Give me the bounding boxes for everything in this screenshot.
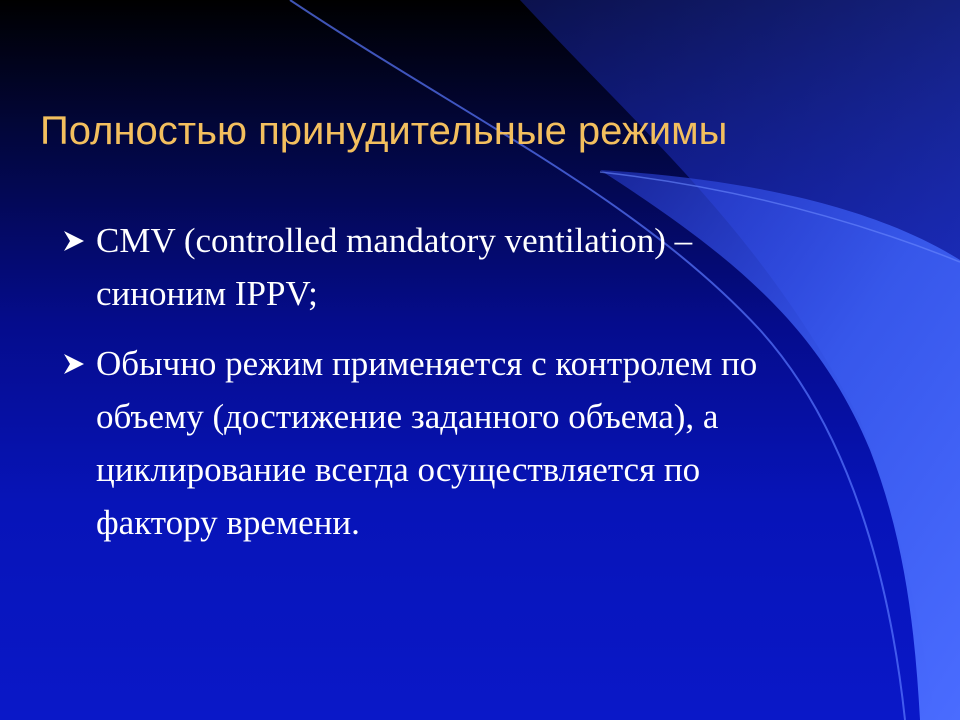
bullet-line: циклирование всегда осуществляется по — [96, 450, 701, 489]
bullet-line: Обычно режим применяется с контролем по — [96, 344, 758, 383]
bullet-line: фактору времени. — [96, 503, 360, 542]
bullet-list — [62, 214, 922, 566]
slide-title: Полностью принудительные режимы — [40, 109, 728, 153]
bullet-line: синоним IPPV; — [96, 274, 318, 313]
bullet-line: CMV (controlled mandatory ventilation) – — [96, 221, 693, 260]
bullet-item-volume-control — [62, 337, 922, 549]
bullet-item-cmv — [62, 214, 922, 320]
bullet-line: объему (достижение заданного объема), а — [96, 397, 719, 436]
arrowhead-bullet-icon — [62, 229, 86, 253]
arrowhead-bullet-icon — [62, 352, 86, 376]
